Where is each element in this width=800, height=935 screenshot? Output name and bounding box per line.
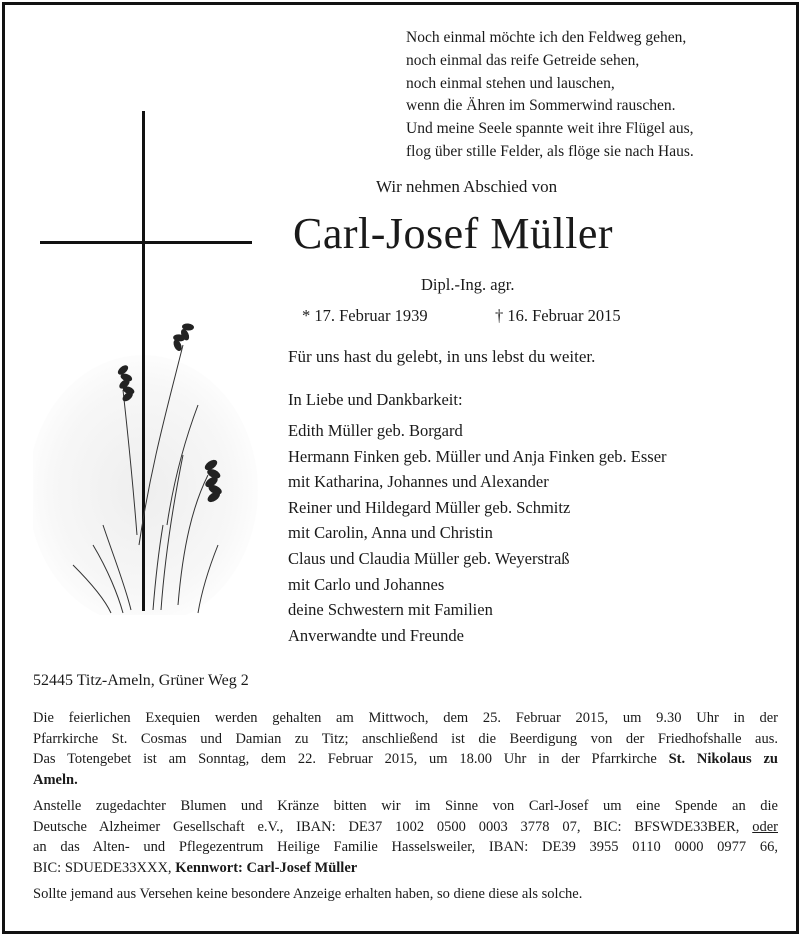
poem-line: Noch einmal möchte ich den Feldweg gehen, — [406, 29, 687, 46]
church-location: Ameln. — [33, 771, 78, 788]
donation-keyword: Kennwort: Carl-Josef Müller — [175, 859, 358, 876]
funeral-line — [33, 770, 778, 791]
cross-vertical — [142, 111, 145, 611]
family-member: Hermann Finken geb. Müller und Anja Finken geb. Esser — [288, 446, 667, 466]
closing-note — [33, 884, 778, 905]
closing-line: Sollte jemand aus Versehen keine besondere Anzeige erhalten haben, so diene diese als solche. — [33, 886, 583, 902]
donation-line: Anstelle zugedachter Blumen und Kränze bitten wir im Sinne von Carl-Josef um eine Spende an die — [33, 798, 778, 814]
family-member: Anverwandte und Freunde — [288, 625, 464, 645]
family-member: Reiner und Hildegard Müller geb. Schmitz — [288, 497, 571, 517]
donation-info — [33, 796, 778, 878]
cross-horizontal — [40, 241, 252, 244]
donation-text: BIC: SDUEDE33XXX, — [33, 859, 176, 876]
signoff: In Liebe und Dankbarkeit: — [288, 390, 463, 409]
or-underlined: oder — [752, 818, 778, 835]
funeral-line: Pfarrkirche St. Cosmas und Damian zu Titz; anschließend ist die Beerdigung von der Friedhofshalle aus. — [33, 730, 778, 747]
poem-line: wenn die Ähren im Sommerwind rauschen. — [406, 97, 676, 115]
donation-line — [33, 817, 778, 838]
funeral-line — [33, 749, 778, 770]
obituary-frame — [2, 2, 799, 934]
memorial-motto: Für uns hast du gelebt, in uns lebst du weiter. — [288, 347, 596, 366]
funeral-info — [33, 708, 778, 790]
family-member: mit Carolin, Anna und Christin — [288, 523, 493, 543]
funeral-text: Das Totengebet ist am Sonntag, dem 22. Februar 2015, um 18.00 Uhr in der Pfarrkirche — [33, 751, 669, 768]
address: 52445 Titz-Ameln, Grüner Weg 2 — [33, 672, 249, 689]
funeral-line: Die feierlichen Exequien werden gehalten am Mittwoch, dem 25. Februar 2015, um 9.30 Uhr in der — [33, 710, 778, 726]
deceased-name: Carl-Josef Müller — [293, 209, 614, 258]
church-name: St. Nikolaus zu — [668, 751, 778, 768]
poem-line: Und meine Seele spannte weit ihre Flügel aus, — [406, 120, 694, 138]
family-member: mit Katharina, Johannes und Alexander — [288, 472, 549, 492]
donation-text: Deutsche Alzheimer Gesellschaft e.V., IBAN: DE37 1002 0500 0003 3778 07, BIC: BFSWDE33BER, — [33, 818, 753, 835]
birth-date: * 17. Februar 1939 — [302, 306, 428, 325]
family-member: mit Carlo und Johannes — [288, 574, 445, 594]
donation-line — [33, 858, 778, 879]
academic-title: Dipl.-Ing. agr. — [421, 275, 515, 294]
donation-line: an das Alten- und Pflegezentrum Heilige Familie Hasselsweiler, IBAN: DE39 3955 0110 0000 0977 66, — [33, 839, 778, 856]
poem-line: noch einmal das reife Getreide sehen, — [406, 51, 640, 69]
background-wash — [33, 355, 258, 615]
farewell-intro: Wir nehmen Abschied von — [376, 177, 558, 196]
family-member: deine Schwestern mit Familien — [288, 600, 493, 620]
family-list — [288, 418, 667, 648]
poem-line: noch einmal stehen und lauschen, — [406, 74, 615, 92]
death-date: † 16. Februar 2015 — [495, 306, 621, 325]
poem-line: flog über stille Felder, als flöge sie nach Haus. — [406, 142, 694, 160]
family-member: Edith Müller geb. Borgard — [288, 421, 463, 440]
cross-wheat-illustration — [33, 105, 263, 615]
poem — [406, 27, 766, 164]
family-member: Claus und Claudia Müller geb. Weyerstraß — [288, 548, 570, 568]
